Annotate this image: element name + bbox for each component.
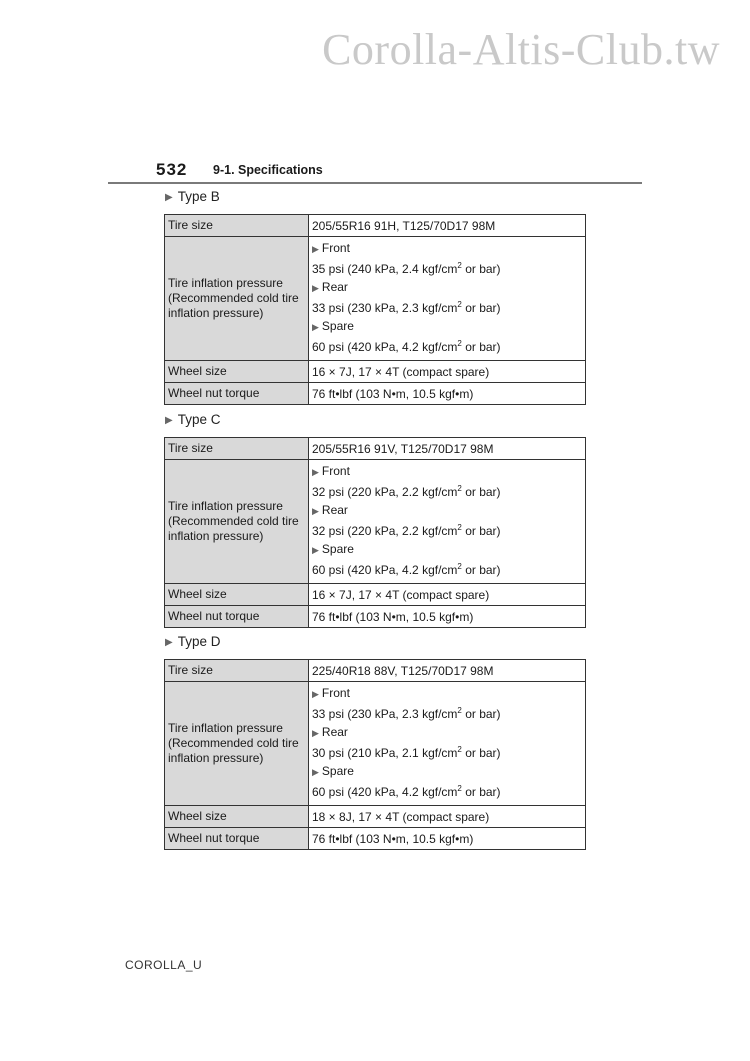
wheel-size-value: 16 × 7J, 17 × 4T (compact spare) [309, 361, 586, 383]
spec-table-type-b [164, 214, 586, 405]
triangle-bullet-icon: ▶ [165, 637, 173, 648]
spare-pressure: 60 psi (420 kPa, 4.2 kgf/$cm^2$ or bar) [312, 562, 501, 577]
rear-pressure: 33 psi (230 kPa, 2.3 kgf/$cm^2$ or bar) [312, 300, 501, 315]
spec-table-type-d [164, 659, 586, 850]
spare-subheading: ▶ Spare [312, 317, 582, 336]
wheel-nut-torque-value: 76 ft•lbf (103 N•m, 10.5 kgf•m) [309, 606, 586, 628]
wheel-size-value: 16 × 7J, 17 × 4T (compact spare) [309, 584, 586, 606]
tire-size-label: Tire size [165, 660, 309, 682]
spare-subheading: ▶ Spare [312, 762, 582, 781]
wheel-size-label: Wheel size [165, 806, 309, 828]
tire-size-value: 205/55R16 91V, T125/70D17 98M [309, 438, 586, 460]
triangle-bullet-icon: ▶ [165, 415, 173, 426]
footer-code: COROLLA_U [125, 958, 203, 972]
rear-subheading: ▶ Rear [312, 278, 582, 297]
pressure-label: Tire inflation pressure (Recommended cold tire inflation pressure) [165, 460, 309, 584]
front-subheading: ▶ Front [312, 684, 582, 703]
triangle-bullet-icon: ▶ [312, 467, 319, 477]
page-number: 532 [156, 160, 188, 179]
front-subheading: ▶ Front [312, 239, 582, 258]
front-pressure: 32 psi (220 kPa, 2.2 kgf/$cm^2$ or bar) [312, 484, 501, 499]
rear-pressure: 30 psi (210 kPa, 2.1 kgf/$cm^2$ or bar) [312, 745, 501, 760]
pressure-label: Tire inflation pressure (Recommended cold tire inflation pressure) [165, 682, 309, 806]
wheel-nut-torque-label: Wheel nut torque [165, 383, 309, 405]
spare-pressure: 60 psi (420 kPa, 4.2 kgf/$cm^2$ or bar) [312, 339, 501, 354]
front-pressure: 33 psi (230 kPa, 2.3 kgf/$cm^2$ or bar) [312, 706, 501, 721]
section-title: 9-1. Specifications [213, 163, 323, 177]
wheel-size-label: Wheel size [165, 361, 309, 383]
spec-table-type-c [164, 437, 586, 628]
triangle-bullet-icon: ▶ [312, 283, 319, 293]
pressure-values [309, 682, 586, 806]
wheel-size-value: 18 × 8J, 17 × 4T (compact spare) [309, 806, 586, 828]
triangle-bullet-icon: ▶ [312, 767, 319, 777]
triangle-bullet-icon: ▶ [312, 728, 319, 738]
wheel-nut-torque-value: 76 ft•lbf (103 N•m, 10.5 kgf•m) [309, 383, 586, 405]
page-header [108, 160, 642, 184]
triangle-bullet-icon: ▶ [312, 322, 319, 332]
triangle-bullet-icon: ▶ [165, 192, 173, 203]
triangle-bullet-icon: ▶ [312, 244, 319, 254]
pressure-label: Tire inflation pressure (Recommended cold tire inflation pressure) [165, 237, 309, 361]
rear-pressure: 32 psi (220 kPa, 2.2 kgf/$cm^2$ or bar) [312, 523, 501, 538]
front-pressure: 35 psi (240 kPa, 2.4 kgf/$cm^2$ or bar) [312, 261, 501, 276]
spare-subheading: ▶ Spare [312, 540, 582, 559]
wheel-nut-torque-label: Wheel nut torque [165, 828, 309, 850]
header-rule [108, 182, 642, 184]
rear-subheading: ▶ Rear [312, 501, 582, 520]
triangle-bullet-icon: ▶ [312, 506, 319, 516]
tire-size-value: 205/55R16 91H, T125/70D17 98M [309, 215, 586, 237]
type-heading-d: ▶ Type D [165, 634, 221, 649]
watermark: Corolla-Altis-Club.tw [322, 25, 720, 74]
tire-size-value: 225/40R18 88V, T125/70D17 98M [309, 660, 586, 682]
wheel-nut-torque-label: Wheel nut torque [165, 606, 309, 628]
pressure-values [309, 460, 586, 584]
type-heading-c: ▶ Type C [165, 412, 221, 427]
rear-subheading: ▶ Rear [312, 723, 582, 742]
wheel-nut-torque-value: 76 ft•lbf (103 N•m, 10.5 kgf•m) [309, 828, 586, 850]
tire-size-label: Tire size [165, 438, 309, 460]
pressure-values [309, 237, 586, 361]
front-subheading: ▶ Front [312, 462, 582, 481]
wheel-size-label: Wheel size [165, 584, 309, 606]
spare-pressure: 60 psi (420 kPa, 4.2 kgf/$cm^2$ or bar) [312, 784, 501, 799]
triangle-bullet-icon: ▶ [312, 545, 319, 555]
type-heading-b: ▶ Type B [165, 189, 220, 204]
triangle-bullet-icon: ▶ [312, 689, 319, 699]
tire-size-label: Tire size [165, 215, 309, 237]
